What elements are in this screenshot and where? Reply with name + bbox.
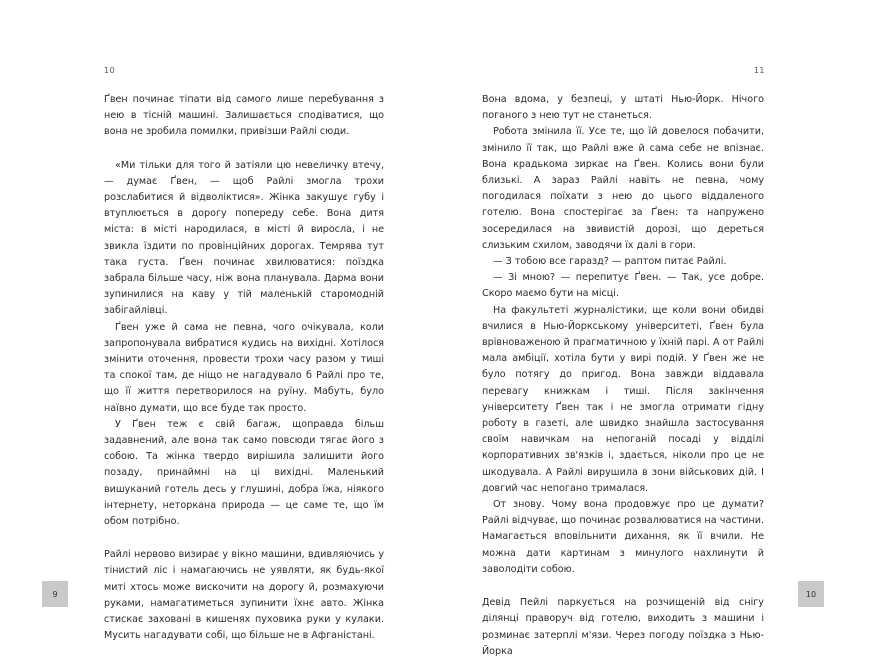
paragraph: — З тобою все гаразд? — раптом питає Райлі.	[493, 256, 727, 268]
paragraph: От знову. Чому вона продовжує про це думати? Райлі відчуває, що починає розвалюватися на частини. Намагається вповільнити дихання, як її вчили. Не можна дати картинам з минулого нахлинути й заволодіти собою.	[482, 499, 764, 575]
left-page-number-tab: 9	[42, 581, 68, 607]
right-page-number-tab: 10	[798, 581, 824, 607]
left-page	[0, 0, 434, 652]
right-page-text	[482, 92, 764, 660]
paragraph: У Ґвен теж є свій багаж, щоправда більш задавнений, але вона так само повсюди тягає його з собою. Та жінка твердо вирішила залишити його позаду, принаймні на ці вихідні. Маленький вишуканий готель десь у глушині, добра їжа, ніякого інтернету, неторкана природа — це саме те, що їм обом потрібно.	[104, 418, 384, 528]
paragraph: — Зі мною? — перепитує Ґвен. — Так, усе добре. Скоро маємо бути на місці.	[482, 272, 764, 300]
paragraph: На факультеті журналістики, ще коли вони обидві вчилися в Нью-Йоркському університеті, Ґвен була врівноваженою й прагматичною у їхній парі. А от Райлі мала амбіції, хотіла бути у вирі подій. У Ґвен же не було потягу до пригод. Вона завжди віддавала перевагу книжкам і тиші. Після закінчення університету Ґвен так і не змогла отримати гідну роботу в газеті, але швидко знайшла застосування своїм навичкам на непоганій посаді у відділі корпоративних зв'язків і, здається, ніколи про це не шкодувала. А Райлі вирушила в зони військових дій. І довгий час непогано трималася.	[482, 304, 764, 494]
paragraph: Девід Пейлі паркується на розчищеній від снігу ділянці праворуч від готелю, виходить з машини і розминає затерплі м'язи. Через погоду поїздка з Нью-Йорка	[482, 597, 764, 657]
paragraph: «Ми тільки для того й затіяли цю невеличку втечу, — думає Ґвен, — щоб Райлі змогла трохи розслабитися й відволіктися». Жінка закушує губу і втуплюється в дорогу попереду себе. Вона дитя міста: в місті народилася, в місті й виросла, і не звикла їздити по провінційних дорогах. Темрява тут така густа. Ґвен починає хвилюватися: поїздка забрала більше часу, ніж вона планувала. Дарма вони зупинилися на каву у тій маленькій старомодній забігайлівці.	[104, 159, 384, 317]
paragraph: Ґвен починає тіпати від самого лише перебування з нею в тісній машині. Залишається сподіватися, що вона не зробила помилки, привізши Райлі сюди.	[104, 94, 384, 138]
paragraph: Ґвен уже й сама не певна, чого очікувала, коли запропонувала вибратися кудись на вихідні. Хотілося змінити оточення, провести трохи часу разом у тиші та спокої там, де ніщо не нагадувало б Райлі про те, що її життя перетворилося на руїну. Мабуть, було наївно думати, що все буде так просто.	[104, 321, 384, 414]
right-page-folio: 11	[753, 66, 765, 75]
left-page-folio: 10	[104, 66, 116, 75]
right-page	[434, 0, 869, 657]
paragraph: Райлі нервово визирає у вікно машини, вдивляючись у тінистий ліс і намагаючись не уявляти, як будь-якої миті хтось може вискочити на дорогу й, розмахуючи руками, намагатиметься зупинити їхнє авто. Жінка стискає заховані в кишенях пуховика руки у кулаки. Мусить нагадувати собі, що більше не в Афганістані.	[104, 549, 384, 642]
paragraph: Робота змінила її. Усе те, що їй довелося побачити, змінило її так, що Райлі вже й сама себе не впізнає. Вона крадькома зиркає на Ґвен. Колись вони були близькі. А зараз Райлі навіть не певна, чому погодилася поїхати з нею до цього віддаленого готелю. Вона спостерігає за Ґвен: та напружено зосередилася на звивистій дорозі, що дереться слизьким схилом, заводячи їх далі в гори.	[482, 126, 764, 251]
paragraph: Вона вдома, у безпеці, у штаті Нью-Йорк. Нічого поганого з нею тут не станеться.	[482, 94, 764, 122]
left-page-text	[104, 92, 384, 645]
